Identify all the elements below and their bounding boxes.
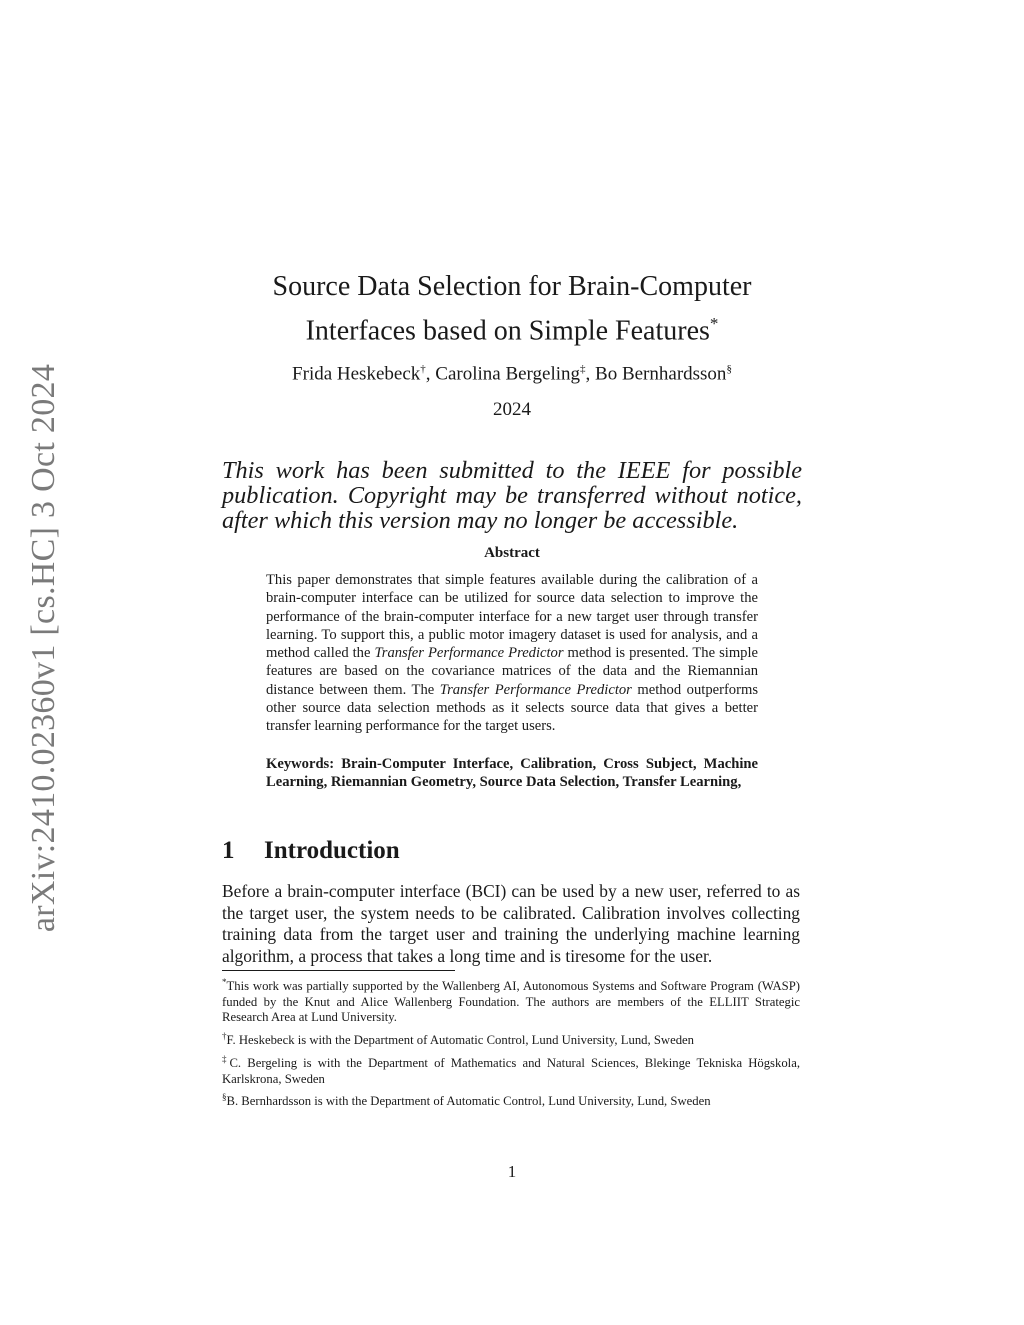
footnote-marker: § — [222, 1092, 227, 1103]
abstract-method-name: Transfer Performance Predictor — [439, 681, 632, 698]
author-name: Carolina Bergeling — [435, 363, 581, 385]
author-footnote-marker: ‡ — [580, 363, 586, 375]
footnote-marker: * — [222, 977, 227, 987]
title-footnote-marker: * — [709, 314, 719, 333]
author-separator: , — [425, 363, 436, 385]
arxiv-identifier: arXiv:2410.02360v1 [cs.HC] 3 Oct 2024 — [25, 363, 62, 933]
publication-date: 2024 — [493, 399, 531, 420]
footnotes — [222, 975, 800, 1113]
section-heading-introduction — [222, 837, 400, 865]
title-line-2: Interfaces based on Simple Features — [305, 315, 710, 347]
footnote — [222, 975, 800, 1026]
paper-title — [0, 268, 1024, 349]
footnote-text: B. Bernhardsson is with the Department of Automatic Control, Lund University, Lund, Sweden — [226, 1094, 711, 1109]
abstract-body — [266, 571, 758, 736]
abstract-method-name: Transfer Performance Predictor — [374, 645, 564, 662]
abstract-heading: Abstract — [484, 545, 540, 561]
abstract-text: This paper demonstrates that simple features available during the calibration of a brain-computer interface can be utilized for source data selection to improve the performance of the brain-computer interface for a new target user through transfer learning. To support this, a public motor imagery dataset is used for analysis, and a method called the — [266, 572, 758, 662]
title-line-1: Source Data Selection for Brain-Computer — [272, 271, 752, 302]
footnote — [222, 1090, 800, 1110]
footnote-text: F. Heskebeck is with the Department of Automatic Control, Lund University, Lund, Sweden — [226, 1033, 695, 1048]
footnote-divider — [222, 970, 455, 971]
footnote — [222, 1052, 800, 1087]
introduction-paragraph: Before a brain-computer interface (BCI) can be used by a new user, referred to as the target user, the system needs to be calibrated. Calibration involves collecting training data from the target user and training the underlying machine learning algorithm, a process that takes a long time and is tiresome for the user. — [222, 881, 800, 966]
abstract-text: method outperforms other source data selection methods as it selects source data that gives a better transfer learning performance for the target users. — [266, 681, 758, 735]
author-list — [0, 363, 1024, 385]
footnote-text: C. Bergeling is with the Department of Mathematics and Natural Sciences, Blekinge Tekniska Högskola, Karlskrona, Sweden — [222, 1056, 801, 1086]
author-footnote-marker: † — [420, 363, 426, 375]
abstract-text: method is presented. The simple features are based on the covariance matrices of the data and the Riemannian distance between them. The — [266, 645, 758, 698]
footnote-marker: ‡ — [222, 1053, 230, 1064]
footnote — [222, 1029, 800, 1049]
author-name: Frida Heskebeck — [292, 363, 421, 385]
footnote-text: This work was partially supported by the Wallenberg AI, Autonomous Systems and Software Program (WASP) funded by the Knut and Alice Wallenberg Foundation. The authors are members of the ELLIIT Strategic Research Area at Lund University. — [222, 979, 800, 1025]
author-name: Bo Bernhardsson — [595, 363, 727, 385]
page-number: 1 — [507, 1162, 517, 1181]
ieee-submission-notice: This work has been submitted to the IEEE for possible publication. Copyright may be transferred without notice, after which this version may no longer be accessible. — [222, 457, 802, 534]
footnote-marker: † — [222, 1031, 227, 1042]
keywords: Keywords: Brain-Computer Interface, Calibration, Cross Subject, Machine Learning, Riemannian Geometry, Source Data Selection, Transfer Learning, — [266, 756, 758, 791]
section-title: Introduction — [264, 837, 400, 864]
author-separator: , — [585, 363, 596, 385]
section-number: 1 — [222, 837, 235, 864]
author-footnote-marker: § — [726, 363, 732, 375]
